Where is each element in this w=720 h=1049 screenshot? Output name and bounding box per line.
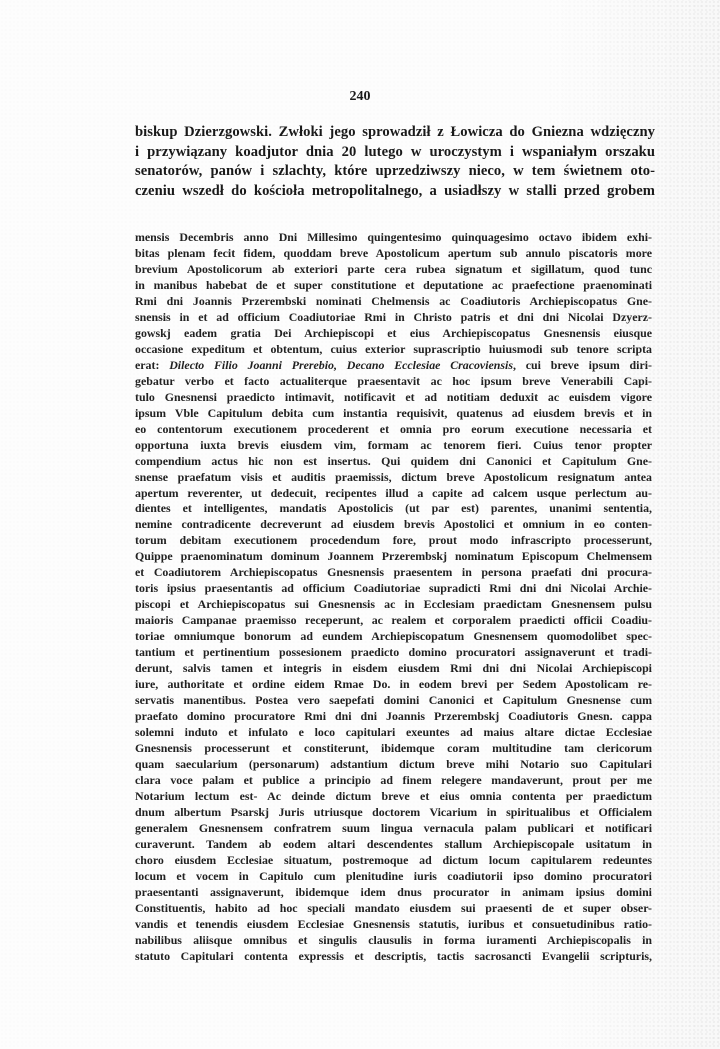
footnote-line: dientes et intelligentes, mandatis Apostolicis (ut par est) parentes, unanimi sententia, (135, 501, 652, 516)
main-text-line: senatorów, panów i szlachty, które uprzedziwszy nieco, w tem świetnem oto- (135, 163, 655, 180)
footnote-line: dnum albertum Psarskj Juris utriusque doctorem Vicarium in spiritualibus et Officialem (135, 804, 652, 819)
footnote-line: Quippe praenominatum dominum Joannem Przerembskj nominatum Episcopum Chelmensem (135, 549, 652, 564)
footnote-line: toriae omniumque bonorum ad eundem Archiepiscopatum Gnesnensem quomodolibet spec- (135, 629, 652, 644)
footnote-line: snense praefatum visis et auditis praemissis, dictum breve Apostolicum resignatum antea (135, 469, 652, 484)
italic-address: Dilecto Filio Joanni Prerebio, Decano Ecclesiae Cracoviensis (169, 357, 513, 372)
footnote-line: gowskj eadem gratia Dei Archiepiscopi et eius Archiepiscopatus Gnesnensis eiusque (135, 325, 652, 340)
footnote-line: et Coadiutorem Archiepiscopatus Gnesnensis praesentem in persona praefati dni procura- (135, 565, 652, 580)
footnote-line: occasione expeditum et obtentum, cuius exterior suprascriptio huiusmodi sub tenore scripta (135, 341, 652, 356)
footnote-line: quam saecularium (personarum) adstantium dictum breve mihi Notario suo Capitulari (135, 756, 652, 771)
footnote-line: piscopi et Archiepiscopatus sui Gnesnensis ac in Ecclesiam praedictam Gnesnensem pulsu (135, 597, 652, 612)
main-text-block (135, 123, 655, 201)
footnote-line: vandis et tenendis eiusdem Ecclesiae Gnesnensis statutis, iuribus et consuetudinibus ratio- (135, 916, 652, 931)
footnote-line: gebatur verbo et facto actualiterque praesentavit ac hoc ipsum breve Venerabili Capi- (135, 373, 652, 388)
footnote-line: tulo Gnesnensi praedicto intimavit, notificavit et ad notitiam deduxit ac euisdem vigore (135, 389, 652, 404)
footnote-line: clara voce palam et publice a principio ad finem relegere mandaverunt, prout per me (135, 772, 652, 787)
main-text-line: i przywiązany koadjutor dnia 20 lutego w uroczystym i wspaniałym orszaku (135, 143, 655, 160)
footnote-line: praesentanti assignaverunt, ibidemque idem dnus procurator in animam ipsius domini (135, 884, 652, 899)
footnote-line: in manibus habebat de et super constitutione et deputatione ac praefectione praenominati (135, 277, 652, 292)
main-text-line: biskup Dzierzgowski. Zwłoki jego sprowadził z Łowicza do Gniezna wdzięczny (135, 124, 655, 140)
footnote-line: toris ipsius praesentantis ad officium Coadiutoriae supradicti Rmi dni dni Nicolai Archie- (135, 581, 652, 596)
footnote-line: derunt, salvis tamen et integris in eisdem eiusdem Rmi dni dni Nicolai Archiepiscopi (135, 661, 652, 676)
footnote-text-block (135, 230, 652, 965)
footnote-line: praefato domino procuratore Rmi dni dni Joannis Przerembskj Coadiutoris Gnesn. cappa (135, 709, 652, 724)
footnote-line: maioris Campanae praemisso receperunt, ac realem et corporalem praedicti officii Coadiu- (135, 613, 652, 628)
footnote-line: iure, authoritate et ordine eidem Rmae Do. in eodem brevi per Sedem Apostolicam re- (135, 677, 652, 692)
footnote-line: apertum reverenter, ut dedecuit, recipentes illud a capite ad calcem usque perlectum au- (135, 485, 652, 500)
footnote-line: statuto Capitulari contenta expressis et descriptis, tactis sacrosancti Evangelii scripturis, (135, 948, 652, 963)
main-text-line: czeniu wszedł do kościoła metropolitalnego, a usiadłszy w stalli przed grobem (135, 182, 655, 199)
footnote-line: curaverunt. Tandem ab eodem altari descendentes stallum Archiepiscopale usitatum in (135, 836, 652, 851)
footnote-line: Gnesnensis processerunt et constiterunt, ibidemque coram multitudine tam clericorum (135, 741, 652, 755)
footnote-line: nemine contradicente decreverunt ad eiusdem brevis Apostolici et omnium in eo conten- (135, 517, 652, 532)
footnote-line: ipsum Vble Capitulum debita cum instantia requisivit, quatenus ad eiusdem brevis et in (135, 405, 652, 420)
footnote-line: tantium et pertinentium possesionem praedicto domino procuratori assignaverunt et tradi- (135, 645, 652, 660)
footnote-line: eo contentorum executionem procederent et omnia pro eorum executione necessaria et (135, 421, 652, 436)
footnote-line: brevium Apostolicorum ab exteriori parte cera rubea signatum et sigillatum, quod tunc (135, 261, 652, 276)
footnote-line: servatis manentibus. Postea vero saepefati domini Canonici et Capitulum Gnesnense cum (135, 693, 652, 708)
footnote-line: Notarium lectum est- Ac deinde dictum breve et eius omnia contenta per praedictum (135, 788, 652, 803)
footnote-line: choro eiusdem Ecclesiae situatum, postremoque ad dictum locum capitularem redeuntes (135, 852, 652, 867)
footnote-line: generalem Gnesnensem confratrem suum lingua vernacula palam publicari et notificari (135, 820, 652, 835)
footnote-line: Rmi dni Joannis Przerembski nominati Chelmensis ac Coadiutoris Archiepiscopatus Gne- (135, 293, 652, 308)
footnote-line: erat: Dilecto Filio Joanni Prerebio, Decano Ecclesiae Cracoviensis, cui breve ipsum diri- (135, 357, 652, 372)
footnote-line: locum et vocem in Capitulo cum plenitudine iuris coadiutorii ipso domino procuratori (135, 868, 652, 883)
footnote-line: mensis Decembris anno Dni Millesimo quingentesimo quinquagesimo octavo ibidem exhi- (135, 230, 652, 244)
footnote-line: snensis in et ad officium Coadiutoriae Rmi in Christo patris et dni dni Nicolai Dzyerz- (135, 309, 652, 324)
footnote-line: bitas plenam fecit fidem, quoddam breve Apostolicum apertum sub annulo piscatoris more (135, 245, 652, 260)
footnote-line: Constituentis, habito ad hoc speciali mandato eiusdem sui praesenti de et super obser- (135, 900, 652, 915)
page-number: 240 (349, 89, 371, 104)
footnote-line: solemni induto et infulato e loco capitulari exeuntes ad maius altare dictae Ecclesiae (135, 725, 652, 740)
footnote-line: torum debitam executionem procedendum fore, prout modo infrascripto processerunt, (135, 533, 652, 548)
footnote-line: compendium actus hic non est insertus. Qui quidem dni Canonici et Capitulum Gne- (135, 453, 652, 468)
footnote-line: opportuna iuxta brevis eiusdem vim, formam ac tenorem fieri. Cuius tenor propter (135, 437, 652, 452)
footnote-line: nabilibus aliisque omnibus et singulis clausulis in forma iuramenti Archiepiscopalis in (135, 932, 652, 947)
